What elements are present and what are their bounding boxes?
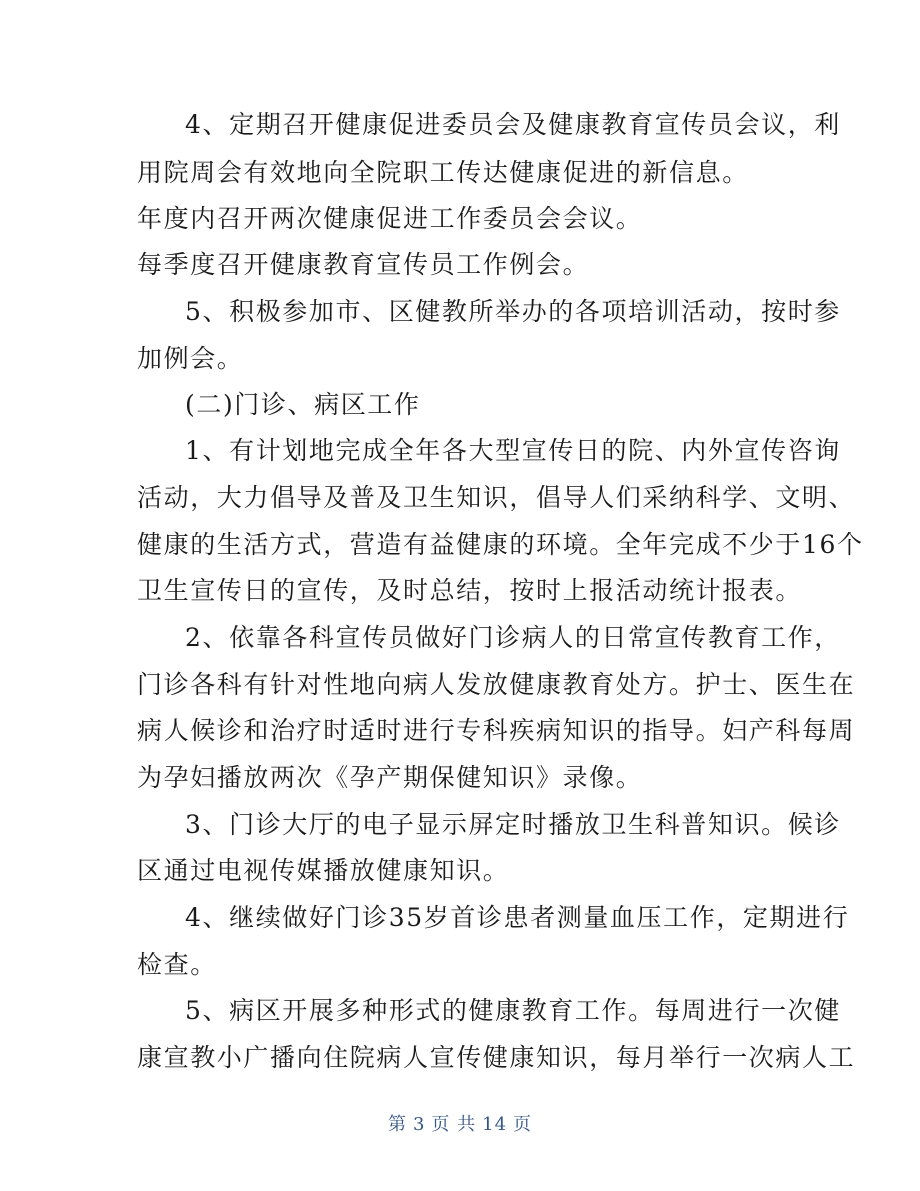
text-line: 4、继续做好门诊35岁首诊患者测量血压工作，定期进行 — [185, 903, 850, 932]
text-line: 3、门诊大厅的电子显示屏定时播放卫生科普知识。候诊 — [185, 810, 841, 839]
text-line: 检查。 — [137, 950, 217, 979]
text-line: 5、积极参加市、区健教所举办的各项培训活动，按时参 — [185, 297, 841, 326]
text-line: 卫生宣传日的宣传，及时总结，按时上报活动统计报表。 — [137, 576, 803, 605]
text-line: 康宣教小广播向住院病人宣传健康知识，每月举行一次病人工 — [137, 1043, 856, 1072]
text-line: 每季度召开健康教育宣传员工作例会。 — [137, 250, 590, 279]
text-line: 2、依靠各科宣传员做好门诊病人的日常宣传教育工作， — [185, 623, 841, 652]
section-heading: (二)门诊、病区工作 — [185, 390, 421, 419]
text-line: 为孕妇播放两次《孕产期保健知识》录像。 — [137, 763, 643, 792]
page-label-prefix: 第 — [387, 1114, 407, 1135]
page-label-suffix: 页 — [513, 1114, 533, 1135]
text-line: 活动，大力倡导及普及卫生知识，倡导人们采纳科学、文明、 — [137, 483, 856, 512]
text-line: 区通过电视传媒播放健康知识。 — [137, 856, 510, 885]
text-line: 4、定期召开健康促进委员会及健康教育宣传员会议，利 — [185, 110, 841, 139]
text-line: 1、有计划地完成全年各大型宣传日的院、内外宣传咨询 — [185, 436, 841, 465]
page-current: 3 — [412, 1114, 426, 1135]
text-line: 5、病区开展多种形式的健康教育工作。每周进行一次健 — [185, 996, 841, 1025]
text-line: 门诊各科有针对性地向病人发放健康教育处方。护士、医生在 — [137, 670, 856, 699]
text-line: 病人候诊和治疗时适时进行专科疾病知识的指导。妇产科每周 — [137, 716, 856, 745]
text-line: 加例会。 — [137, 344, 244, 373]
page-label-mid: 页 共 — [431, 1114, 477, 1135]
text-line: 年度内召开两次健康促进工作委员会会议。 — [137, 204, 643, 233]
page-total: 14 — [482, 1114, 508, 1135]
page-number-footer — [0, 1113, 920, 1137]
text-line: 用院周会有效地向全院职工传达健康促进的新信息。 — [137, 158, 749, 187]
text-line: 健康的生活方式，营造有益健康的环境。全年完成不少于16个 — [137, 530, 864, 559]
